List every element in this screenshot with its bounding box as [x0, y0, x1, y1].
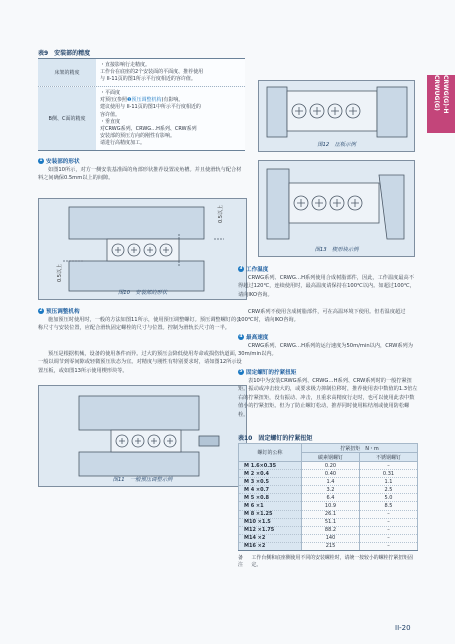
section-paragraph: 预压是根据机械，设备的使用条件而异。过大的预压会降低使用寿命或损伤轨道面，一般以调节到零间隙或轻微预压状态为宜。对精度与刚性有特别要求时，请如图12所示设置压板，或如图13所示使用楔形块等。 — [38, 351, 242, 374]
torque-cell: – — [360, 518, 418, 526]
section-title: 固定螺钉的拧紧扭矩 — [246, 370, 297, 376]
figure-13 — [258, 160, 415, 257]
section-title: 最高速度 — [246, 335, 269, 341]
section-number-icon: 3 — [239, 266, 243, 271]
figure-caption: 图12 压板示例 — [317, 142, 356, 148]
table9-line: 安装部的预压方向的刚性有影响。 — [100, 132, 176, 139]
dimension-label: 0.5以上 — [218, 205, 224, 223]
mounting-shape-drawing — [39, 199, 246, 299]
table9-title: 表9 安装部的精度 — [38, 50, 91, 57]
table-row — [38, 87, 245, 150]
torque-cell: 51.1 — [302, 518, 360, 526]
section-paragraph: CRWG系列、CRWG…H系列使用合成树脂部件，因此，工作温度最高不得超过120℃，连续使用时，最高温度请保持在100℃以内。如超过100℃，请向IKO咨询。 — [238, 275, 415, 298]
screw-size-cell: M12 ×1.75 — [239, 526, 302, 534]
table9-text: )有影响。 — [161, 97, 184, 104]
section-paragraph: 施加预压时使用时，一般的方法如图11所示，使用预压调整螺钉。预压调整螺钉的公称尺寸与安装位置，应配合滑轨固定螺栓的尺寸与位置。控制为滑轨长尺寸的一半。 — [38, 317, 242, 332]
table9-line: 与 II-11页的图1所示平行度相近的容许值。 — [100, 76, 196, 83]
screw-size-cell: M 6 ×1 — [239, 502, 302, 510]
table-row — [239, 534, 418, 542]
table-row — [239, 510, 418, 518]
section-heading — [238, 368, 296, 376]
table-row — [239, 478, 418, 486]
ref-preload-link[interactable]: 预压调整机构 — [131, 97, 162, 104]
table10-group-header: 拧紧扭矩 N・m — [302, 444, 418, 453]
screw-size-cell: M10 ×1.5 — [239, 518, 302, 526]
table-row — [38, 59, 245, 87]
ref-link-icon: ❶ — [126, 97, 132, 104]
table-row — [239, 518, 418, 526]
figure-caption: 图13 楔形块示例 — [314, 247, 359, 253]
table-row — [239, 542, 418, 550]
torque-cell: – — [360, 510, 418, 518]
screw-size-cell: M16 ×2 — [239, 542, 302, 550]
wedge-block-drawing — [259, 161, 414, 256]
screw-size-cell: M14 ×2 — [239, 534, 302, 542]
table10 — [238, 443, 418, 551]
section-heading — [238, 265, 268, 273]
table9-row-content — [96, 59, 245, 86]
screw-size-cell: M 2 ×0.4 — [239, 470, 302, 478]
torque-cell: – — [360, 462, 418, 470]
torque-cell: 215 — [302, 542, 360, 550]
screw-size-cell: M 4 ×0.7 — [239, 486, 302, 494]
section-title: 工作温度 — [246, 267, 269, 273]
table9-line: 请进行高精度加工。 — [100, 139, 146, 146]
torque-cell: 0.31 — [360, 470, 418, 478]
torque-cell: – — [360, 526, 418, 534]
table9-line: 容许值。 — [100, 111, 121, 118]
table9-line: ・平面度 — [100, 90, 121, 97]
figure-10 — [38, 198, 247, 300]
table9-line: 工作台在底座的2个安装面的平面度、推荐使用 — [100, 69, 204, 76]
table10-note — [238, 555, 418, 569]
torque-cell: 2.5 — [360, 486, 418, 494]
torque-cell: 88.2 — [302, 526, 360, 534]
table-row — [239, 494, 418, 502]
section-number-icon: 4 — [239, 334, 243, 339]
figure-12 — [258, 80, 415, 152]
section-paragraph: CRWG系列、CRWG…H系列的运行速度为50m/min以内，CRW系列为30m/min以内。 — [238, 343, 413, 358]
torque-cell: 6.4 — [302, 494, 360, 502]
page-number: II-20 — [395, 624, 411, 632]
torque-cell: 3.2 — [302, 486, 360, 494]
section-paragraph: CRW系列不使用含成树脂部件，可在高温环境下使用。但若温度超过100℃时，请向IKO咨询。 — [238, 309, 406, 324]
table9-row-label: 床架的精度 — [38, 59, 96, 86]
torque-cell: 5.0 — [360, 494, 418, 502]
section-paragraph: 表10中为安装CRWG系列、CRWG…H系列、CRW系列时的一般拧紧扭矩。振动或冲击较大的，或要求极力抑制位移时，推荐使用表中数值的1.3倍左右的拧紧扭矩，没有振动、冲击，且重求高精度行走时，也可以使用此表中数值小的拧紧扭矩。但为了防止螺钉松动，推荐同时使用粘结剂或使用防松螺栓。 — [238, 378, 418, 418]
torque-cell: – — [360, 534, 418, 542]
table-row — [239, 486, 418, 494]
table9-row-content — [96, 87, 245, 150]
torque-cell: 8.5 — [360, 502, 418, 510]
torque-cell: 140 — [302, 534, 360, 542]
screw-size-cell: M 5 ×0.8 — [239, 494, 302, 502]
figure-caption: 图11 一般预压调整示例 — [112, 477, 173, 483]
section-number-icon: 5 — [239, 369, 243, 374]
table10-sub-header: 不锈钢螺钉 — [360, 453, 418, 462]
table10-col-header: 螺钉的公称 — [239, 444, 302, 462]
table9-line: ・直接影响行走精度。 — [100, 62, 151, 68]
note-label: 备注 — [238, 555, 243, 568]
dimension-label: 0.5以上 — [57, 264, 63, 282]
figure-caption: 图10 安装部的形状 — [117, 290, 168, 296]
section-heading — [38, 307, 80, 315]
series-side-tab: CRWG(G)-H CRWUG(G) — [427, 75, 455, 133]
screw-size-cell: M 3 ×0.5 — [239, 478, 302, 486]
table-row — [239, 526, 418, 534]
table9-line: 建议使用与 II-11页的图1中所示平行度相近的 — [100, 104, 201, 111]
section-paragraph: 如图10所示，对方一侧安装基准面的角部形状推荐设置凌角槽。并且使滑轨与配合材料之间确保0.5mm以上的间隙。 — [38, 167, 242, 182]
torque-cell: 0.40 — [302, 470, 360, 478]
table-row — [239, 470, 418, 478]
note-text: 工作台侧和底座侧使用不同的安装螺栓时，请统一按较小的螺栓拧紧扭矩固定。 — [251, 555, 413, 568]
table10-title: 表10 固定螺钉的拧紧扭矩 — [238, 435, 313, 442]
preload-adjust-drawing — [39, 386, 246, 486]
table-row — [239, 502, 418, 510]
torque-cell: – — [360, 542, 418, 550]
table9-line: 对CRWG系列、CRWG…H系列、CRW系列 — [100, 125, 197, 132]
section-heading — [238, 333, 268, 341]
table-row — [239, 462, 418, 470]
torque-cell: 10.9 — [302, 502, 360, 510]
torque-cell: 0.20 — [302, 462, 360, 470]
torque-cell: 1.4 — [302, 478, 360, 486]
figure-11 — [38, 385, 247, 487]
table9-row-label: B侧、C面的精度 — [38, 87, 96, 150]
table9-text: 对预压(参照 — [100, 97, 127, 104]
table9-line: ・垂直度 — [100, 118, 121, 125]
torque-cell: 26.1 — [302, 510, 360, 518]
section-number-icon: 1 — [39, 158, 43, 163]
table9 — [38, 58, 245, 151]
screw-size-cell: M 1.6×0.35 — [239, 462, 302, 470]
section-title: 安装部的形状 — [46, 159, 80, 165]
section-number-icon: 2 — [39, 308, 43, 313]
torque-cell: 1.1 — [360, 478, 418, 486]
section-heading — [38, 157, 80, 165]
screw-size-cell: M 8 ×1.25 — [239, 510, 302, 518]
table10-sub-header: 碳素钢螺钉 — [302, 453, 360, 462]
section-title: 预压调整机构 — [46, 309, 80, 315]
